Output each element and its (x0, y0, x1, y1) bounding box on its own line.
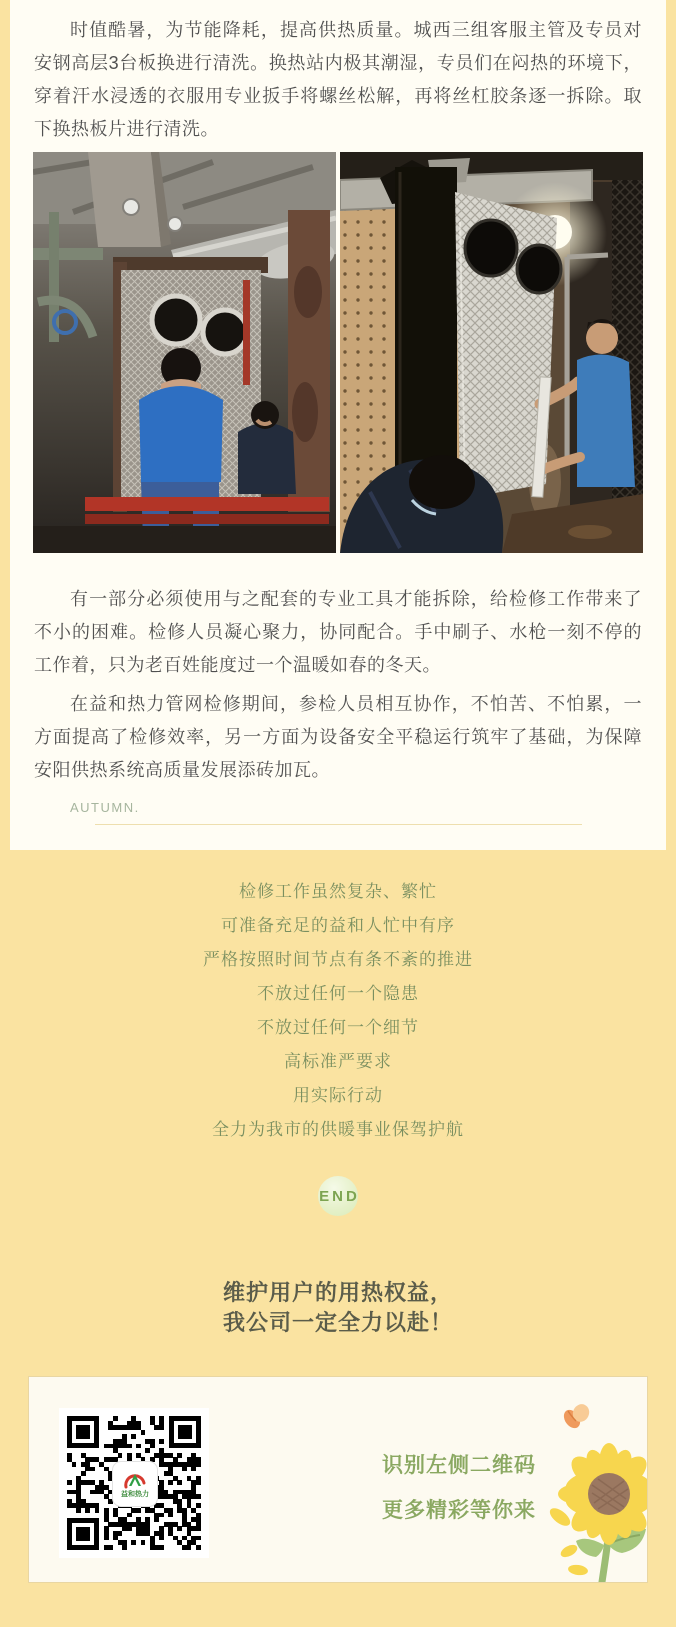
article-photo-collage[interactable] (33, 152, 643, 553)
photo-right-heat-exchanger (340, 152, 643, 553)
article-paragraph-1: 时值酷暑，为节能降耗，提高供热质量。城西三组客服主管及专员对安钢高层3台板换进行清洗。换热站内极其潮湿，专员们在闷热的环境下，穿着汗水浸透的衣服用专业扳手将螺丝松解，再将丝杠胶条逐一拆除。取下换热板片进行清洗。 (34, 20, 642, 139)
slogan-line-8: 全力为我市的供暖事业保驾护航 (212, 1120, 464, 1139)
qr-center-logo (112, 1461, 158, 1507)
butterfly-icon (561, 1401, 593, 1431)
article-card (10, 0, 666, 850)
qr-finder-top-left-icon (67, 1416, 99, 1448)
slogan-line-7: 用实际行动 (293, 1086, 383, 1105)
sunflower-center (588, 1473, 630, 1515)
article-paragraph-2: 有一部分必须使用与之配套的专业工具才能拆除，给检修工作带来了不小的困难。检修人员凝心聚力，协同配合。手中刷子、水枪一刻不停的工作着，只为老百姓能度过一个温暖如春的冬天。 (34, 589, 642, 675)
footer-card (28, 1376, 648, 1583)
slogan-lines (0, 850, 676, 1147)
qr-finder-bottom-left-icon (67, 1518, 99, 1550)
slogan-line-1: 检修工作虽然复杂、繁忙 (239, 882, 437, 901)
sunflower-illustration (524, 1377, 648, 1583)
slogan-line-5: 不放过任何一个细节 (257, 1018, 419, 1037)
slogan-line-6: 高标准严要求 (284, 1052, 392, 1071)
slogan-line-3: 严格按照时间节点有条不紊的推进 (203, 950, 473, 969)
company-logo-icon (124, 1471, 146, 1490)
slogan-line-2: 可准备充足的益和人忙中有序 (221, 916, 455, 935)
slogan-line-4: 不放过任何一个隐患 (257, 984, 419, 1003)
closing-statement-line-1: 维护用户的用热权益， (222, 1280, 453, 1305)
slogan-section (0, 850, 676, 1338)
qr-logo-text: 益和热力 (121, 1490, 149, 1498)
photo-left-heat-exchanger (33, 152, 336, 553)
qr-caption-line-1: 识别左侧二维码 (382, 1454, 536, 1477)
section-divider (95, 824, 582, 825)
section-label-autumn: AUTUMN. (70, 800, 140, 815)
qr-caption-line-2: 更多精彩等你来 (382, 1499, 536, 1522)
qr-finder-top-right-icon (169, 1416, 201, 1448)
closing-statement (0, 1278, 676, 1338)
article-paragraph-3: 在益和热力管网检修期间，参检人员相互协作，不怕苦、不怕累，一方面提高了检修效率，另一方面为设备安全平稳运行筑牢了基础，为保障安阳供热系统高质量发展添砖加瓦。 (34, 694, 642, 780)
qr-code[interactable] (59, 1408, 209, 1558)
end-badge: END (318, 1176, 358, 1216)
closing-statement-line-2: 我公司一定全力以赴！ (222, 1310, 453, 1335)
